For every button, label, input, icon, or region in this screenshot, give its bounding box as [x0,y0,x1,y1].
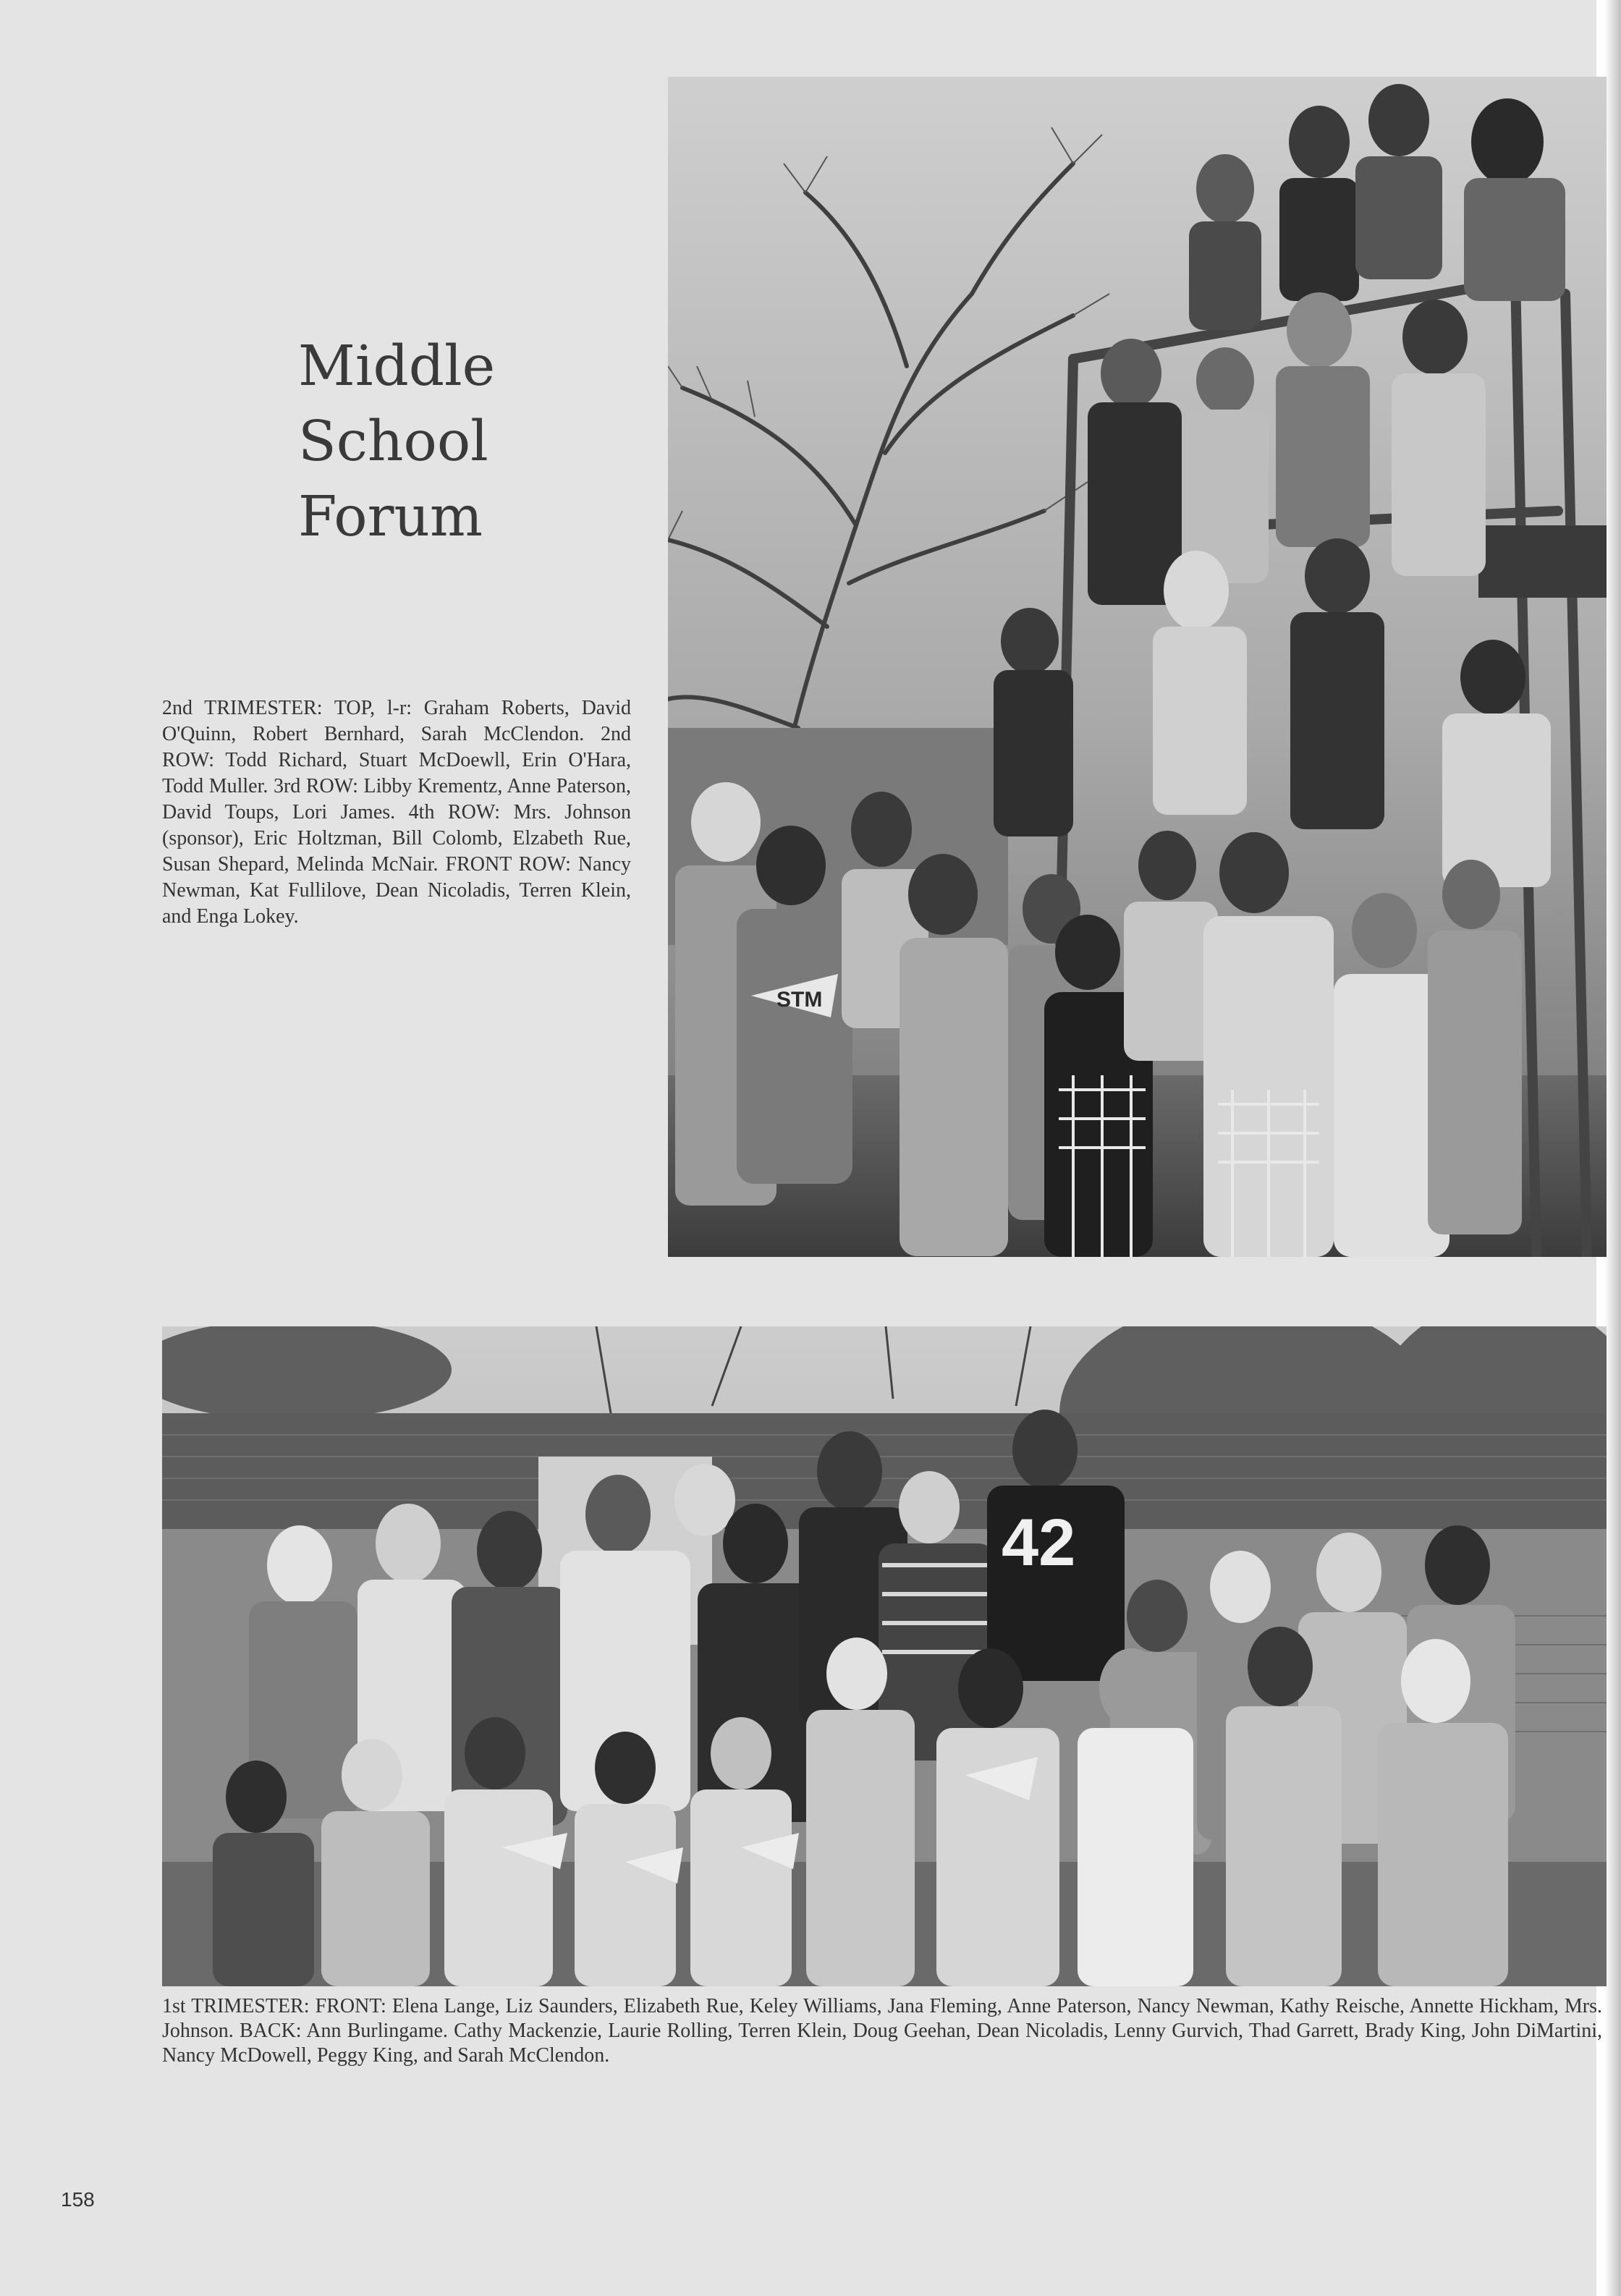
page-number: 158 [61,2188,95,2211]
group-photo-second-trimester [668,77,1607,1257]
title-line-1: Middle [298,334,496,399]
caption-first-trimester: 1st TRIMESTER: FRONT: Elena Lange, Liz Saunders, Elizabeth Rue, Keley Williams, Jana Fleming, Anne Paterson, Nancy Newman, Kathy Reische, Annette Hickham, Mrs. Johnson. BACK: Ann Burlingame. Cathy Mackenzie, Laurie Rolling, Terren Klein, Doug Geehan, Dean Nicoladis, Lenny Gurvich, Thad Garrett, Brady King, John DiMartini, Nancy McDowell, Peggy King, and Sarah McClendon. [162,1995,1602,2067]
page-title [298,329,495,555]
uniform-lettering-top: STM [776,988,823,1012]
jersey-number: 42 [1002,1506,1076,1580]
group-photo-first-trimester [162,1326,1607,1986]
title-line-3: Forum [298,485,483,549]
title-line-2: School [298,410,488,474]
caption-second-trimester: 2nd TRIMESTER: TOP, l-r: Graham Roberts, David O'Quinn, Robert Bernhard, Sarah McClendon. 2nd ROW: Todd Richard, Stuart McDoewll, Erin O'Hara, Todd Muller. 3rd ROW: Libby Krementz, Anne Paterson, David Toups, Lori James. 4th ROW: Mrs. Johnson (sponsor), Eric Holtzman, Bill Colomb, Elzabeth Rue, Susan Shepard, Melinda McNair. FRONT ROW: Nancy Newman, Kat Fullilove, Dean Nicoladis, Terren Klein, and Enga Lokey. [162,697,631,928]
